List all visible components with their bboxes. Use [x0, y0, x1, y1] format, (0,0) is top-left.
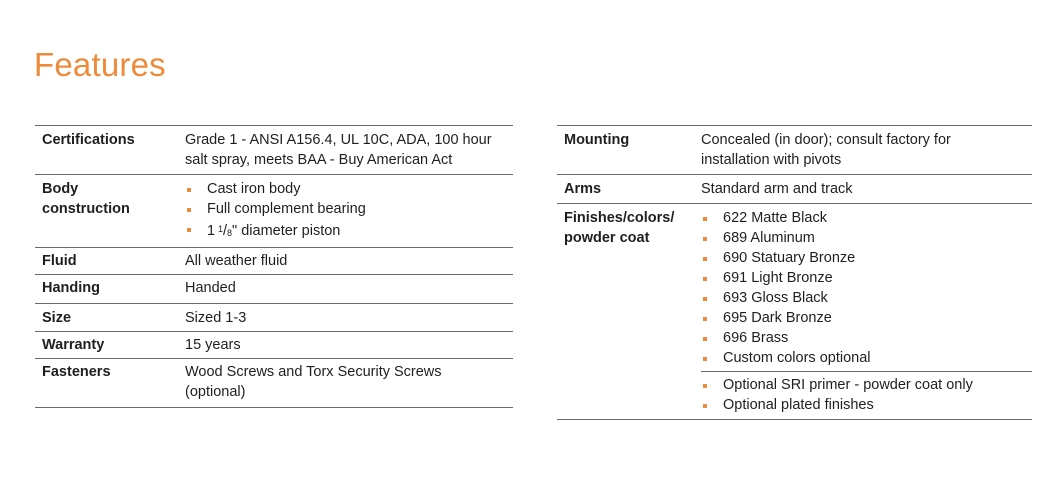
row-body-construction	[35, 175, 513, 248]
row-finishes	[557, 204, 1032, 420]
piston-denominator: 8	[227, 228, 233, 238]
row-mounting	[557, 126, 1032, 175]
row-handing	[35, 275, 513, 304]
finish-item: 690 Statuary Bronze	[701, 248, 1032, 268]
label-mounting: Mounting	[564, 132, 630, 148]
value-fasteners: Wood Screws and Torx Security Screws (optional)	[185, 364, 442, 400]
value-body-construction	[185, 179, 513, 243]
value-mounting: Concealed (in door); consult factory for installation with pivots	[701, 132, 951, 168]
row-arms	[557, 175, 1032, 204]
finishes-optional	[701, 372, 1032, 419]
row-fasteners	[35, 359, 513, 408]
label-arms: Arms	[564, 181, 602, 197]
label-fluid: Fluid	[42, 253, 77, 269]
finish-option-item: Optional SRI primer - powder coat only	[701, 375, 1032, 395]
label-certifications: Certifications	[42, 132, 135, 148]
label-finishes: Finishes/colors/ powder coat	[564, 210, 675, 246]
value-arms: Standard arm and track	[701, 181, 853, 197]
row-warranty	[35, 332, 513, 359]
finish-item: Custom colors optional	[701, 348, 1032, 368]
finish-item: 622 Matte Black	[701, 208, 1032, 228]
page-title: Features	[34, 46, 166, 83]
label-handing: Handing	[42, 280, 100, 296]
finish-item: 695 Dark Bronze	[701, 308, 1032, 328]
label-size: Size	[42, 310, 72, 326]
list-item: Full complement bearing	[185, 199, 513, 219]
finishes-standard	[701, 208, 1032, 372]
piston-numerator: 1	[217, 224, 223, 234]
value-handing: Handed	[185, 280, 236, 296]
label-body-construction: Body construction	[42, 181, 130, 217]
finish-item: 696 Brass	[701, 328, 1032, 348]
row-size	[35, 304, 513, 332]
value-finishes	[701, 208, 1032, 419]
label-fasteners: Fasteners	[42, 364, 111, 380]
value-fluid: All weather fluid	[185, 253, 288, 269]
value-warranty: 15 years	[185, 337, 241, 353]
value-certifications: Grade 1 - ANSI A156.4, UL 10C, ADA, 100 hour salt spray, meets BAA - Buy American Act	[185, 132, 492, 168]
features-table-left	[35, 125, 513, 408]
finish-item: 693 Gloss Black	[701, 288, 1032, 308]
list-item: Cast iron body	[185, 179, 513, 199]
label-warranty: Warranty	[42, 337, 105, 353]
finish-option-item: Optional plated finishes	[701, 395, 1032, 415]
features-table-right	[557, 125, 1032, 420]
list-item: 1 $^1$/8" diameter piston	[185, 219, 513, 243]
piston-rest: " diameter piston	[232, 223, 341, 239]
piston-whole: 1	[207, 223, 216, 239]
value-size: Sized 1-3	[185, 310, 247, 326]
finish-item: 689 Aluminum	[701, 228, 1032, 248]
row-certifications	[35, 126, 513, 175]
row-fluid	[35, 248, 513, 275]
finish-item: 691 Light Bronze	[701, 268, 1032, 288]
